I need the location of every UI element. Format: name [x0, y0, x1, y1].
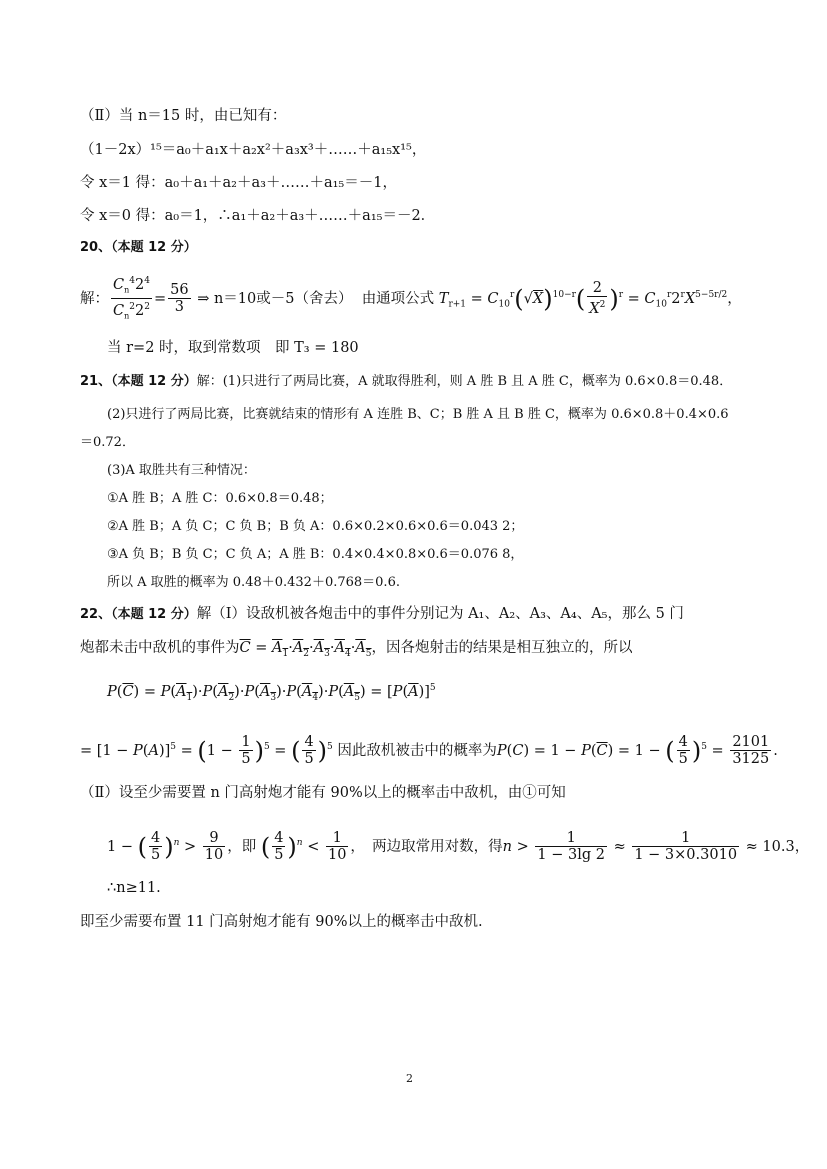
q21-line-2: (2)只进行了两局比赛，比赛就结束的情形有 A 连胜 B、C；B 胜 A 且 B 胜 C，概率为 0.6×0.8＋0.4×0.6 — [107, 407, 729, 422]
q22-probability-line: = $[1 - P(A)]^5 = (1$ − $\frac{1}{5}$ )$^5$ = ( $\frac{4}{5}$ )$^5$ 因此敌机被击中的概率为$P(C) = 1 - P(\overline{C}) = 1$ − ( $\frac{4}{5}$ )$^5$ = $\frac{2101}{3125}$ . — [80, 734, 778, 768]
q19-line-2: （1－2x）¹⁵＝a₀＋a₁x＋a₂x²＋a₃x³＋……＋a₁₅x¹⁵， — [80, 142, 427, 158]
q20-fraction: $\frac{C_n^42^4}{C_n^22^2}$ — [111, 273, 152, 325]
q21-line-7: ③A 负 B；B 负 C；C 负 A；A 胜 B：0.4×0.4×0.8×0.6＝0.076 8， — [107, 547, 524, 562]
q21-line-3: ＝0.72． — [80, 435, 135, 450]
q22-product-formula: $P(\overline{C}) = P(A_1)\cdot P(A_2)\cdot P(A_3)\cdot P(A_4)\cdot P(A_5) = [P(\overline{A})]^5$ — [107, 683, 436, 703]
page-number: 2 — [406, 1072, 413, 1085]
q21-line-5: ①A 胜 B；A 胜 C：0.6×0.8＝0.48； — [107, 491, 333, 506]
q20-heading: 20、（本题 12 分） — [80, 240, 197, 255]
q20-comma: ， — [727, 290, 742, 307]
q22-line-1: 22、（本题 12 分）解（Ⅰ）设敌机被各炮击中的事件分别记为 A₁、A₂、A₃、A₄、A₅，那么 5 门 — [80, 606, 684, 622]
q21-line-4: (3)A 取胜共有三种情况： — [107, 463, 256, 478]
q22-inequality-line: 1 − ( $\frac{4}{5}$ )$^n$ > $\frac{9}{10}$ ，即 ( $\frac{4}{5}$ )$^n$ < $\frac{1}{10}$ ， 两边取常用对数，得n > $\frac{1}{1 - 3\lg 2}$ ≈ $\frac{1}{1 - 3\times 0.3010}$ ≈ 10.3， — [107, 830, 810, 864]
q22-final-answer: 即至少需要布置 11 门高射炮才能有 90%以上的概率击中敌机. — [80, 914, 483, 930]
q22-conclusion-n: ∴n≥11. — [107, 880, 161, 896]
q21-line-6: ②A 胜 B；A 负 C；C 负 B；B 负 A：0.6×0.2×0.6×0.6＝0.043 2； — [107, 519, 524, 534]
q20-mid: 由通项公式 — [361, 290, 435, 307]
q21-line-8: 所以 A 取胜的概率为 0.48＋0.432＋0.768＝0.6. — [107, 575, 400, 590]
q19-line-3: 令 x＝1 得：a₀＋a₁＋a₂＋a₃＋……＋a₁₅＝－1， — [80, 175, 397, 191]
q20-arrow-result: ⇒ n＝10或－5（舍去） — [197, 290, 353, 307]
q22-heading: 22、（本题 12 分） — [80, 607, 197, 622]
q21-line-1: 21、（本题 12 分）解：(1)只进行了两局比赛，A 就取得胜利，则 A 胜 B 且 A 胜 C，概率为 0.6×0.8＝0.48． — [80, 374, 733, 389]
q20-solve: 解： — [80, 290, 109, 307]
q22-part2: （Ⅱ）设至少需要置 n 门高射炮才能有 90%以上的概率击中敌机，由①可知 — [80, 785, 566, 801]
q20-equation: 解： $\frac{C_n^42^4}{C_n^22^2}$ = $\frac{56}{3}$ ⇒ n＝10或－5（舍去） 由通项公式 $T_{r+1} = C_{10}^r(√X)^{10-r}$( $\frac{2}{X^2}$ )$^r = C_{10}^r2^rX^{5-5r/2}$， — [80, 270, 742, 320]
q19-line-1: （Ⅱ）当 n＝15 时，由已知有： — [80, 108, 287, 124]
q22-line-2: 炮都未击中敌机的事件为$\overline{C} = A_1\cdot A_2\cdot A_3\cdot A_4\cdot A_5$，因各炮射击的结果是相互独立的，所以 — [80, 640, 633, 659]
q20-conclusion: 当 r=2 时，取到常数项 即 T₃ = 180 — [107, 340, 359, 356]
q21-heading: 21、（本题 12 分） — [80, 374, 197, 389]
q19-line-4: 令 x＝0 得：a₀＝1，∴a₁＋a₂＋a₃＋……＋a₁₅＝－2． — [80, 208, 436, 224]
